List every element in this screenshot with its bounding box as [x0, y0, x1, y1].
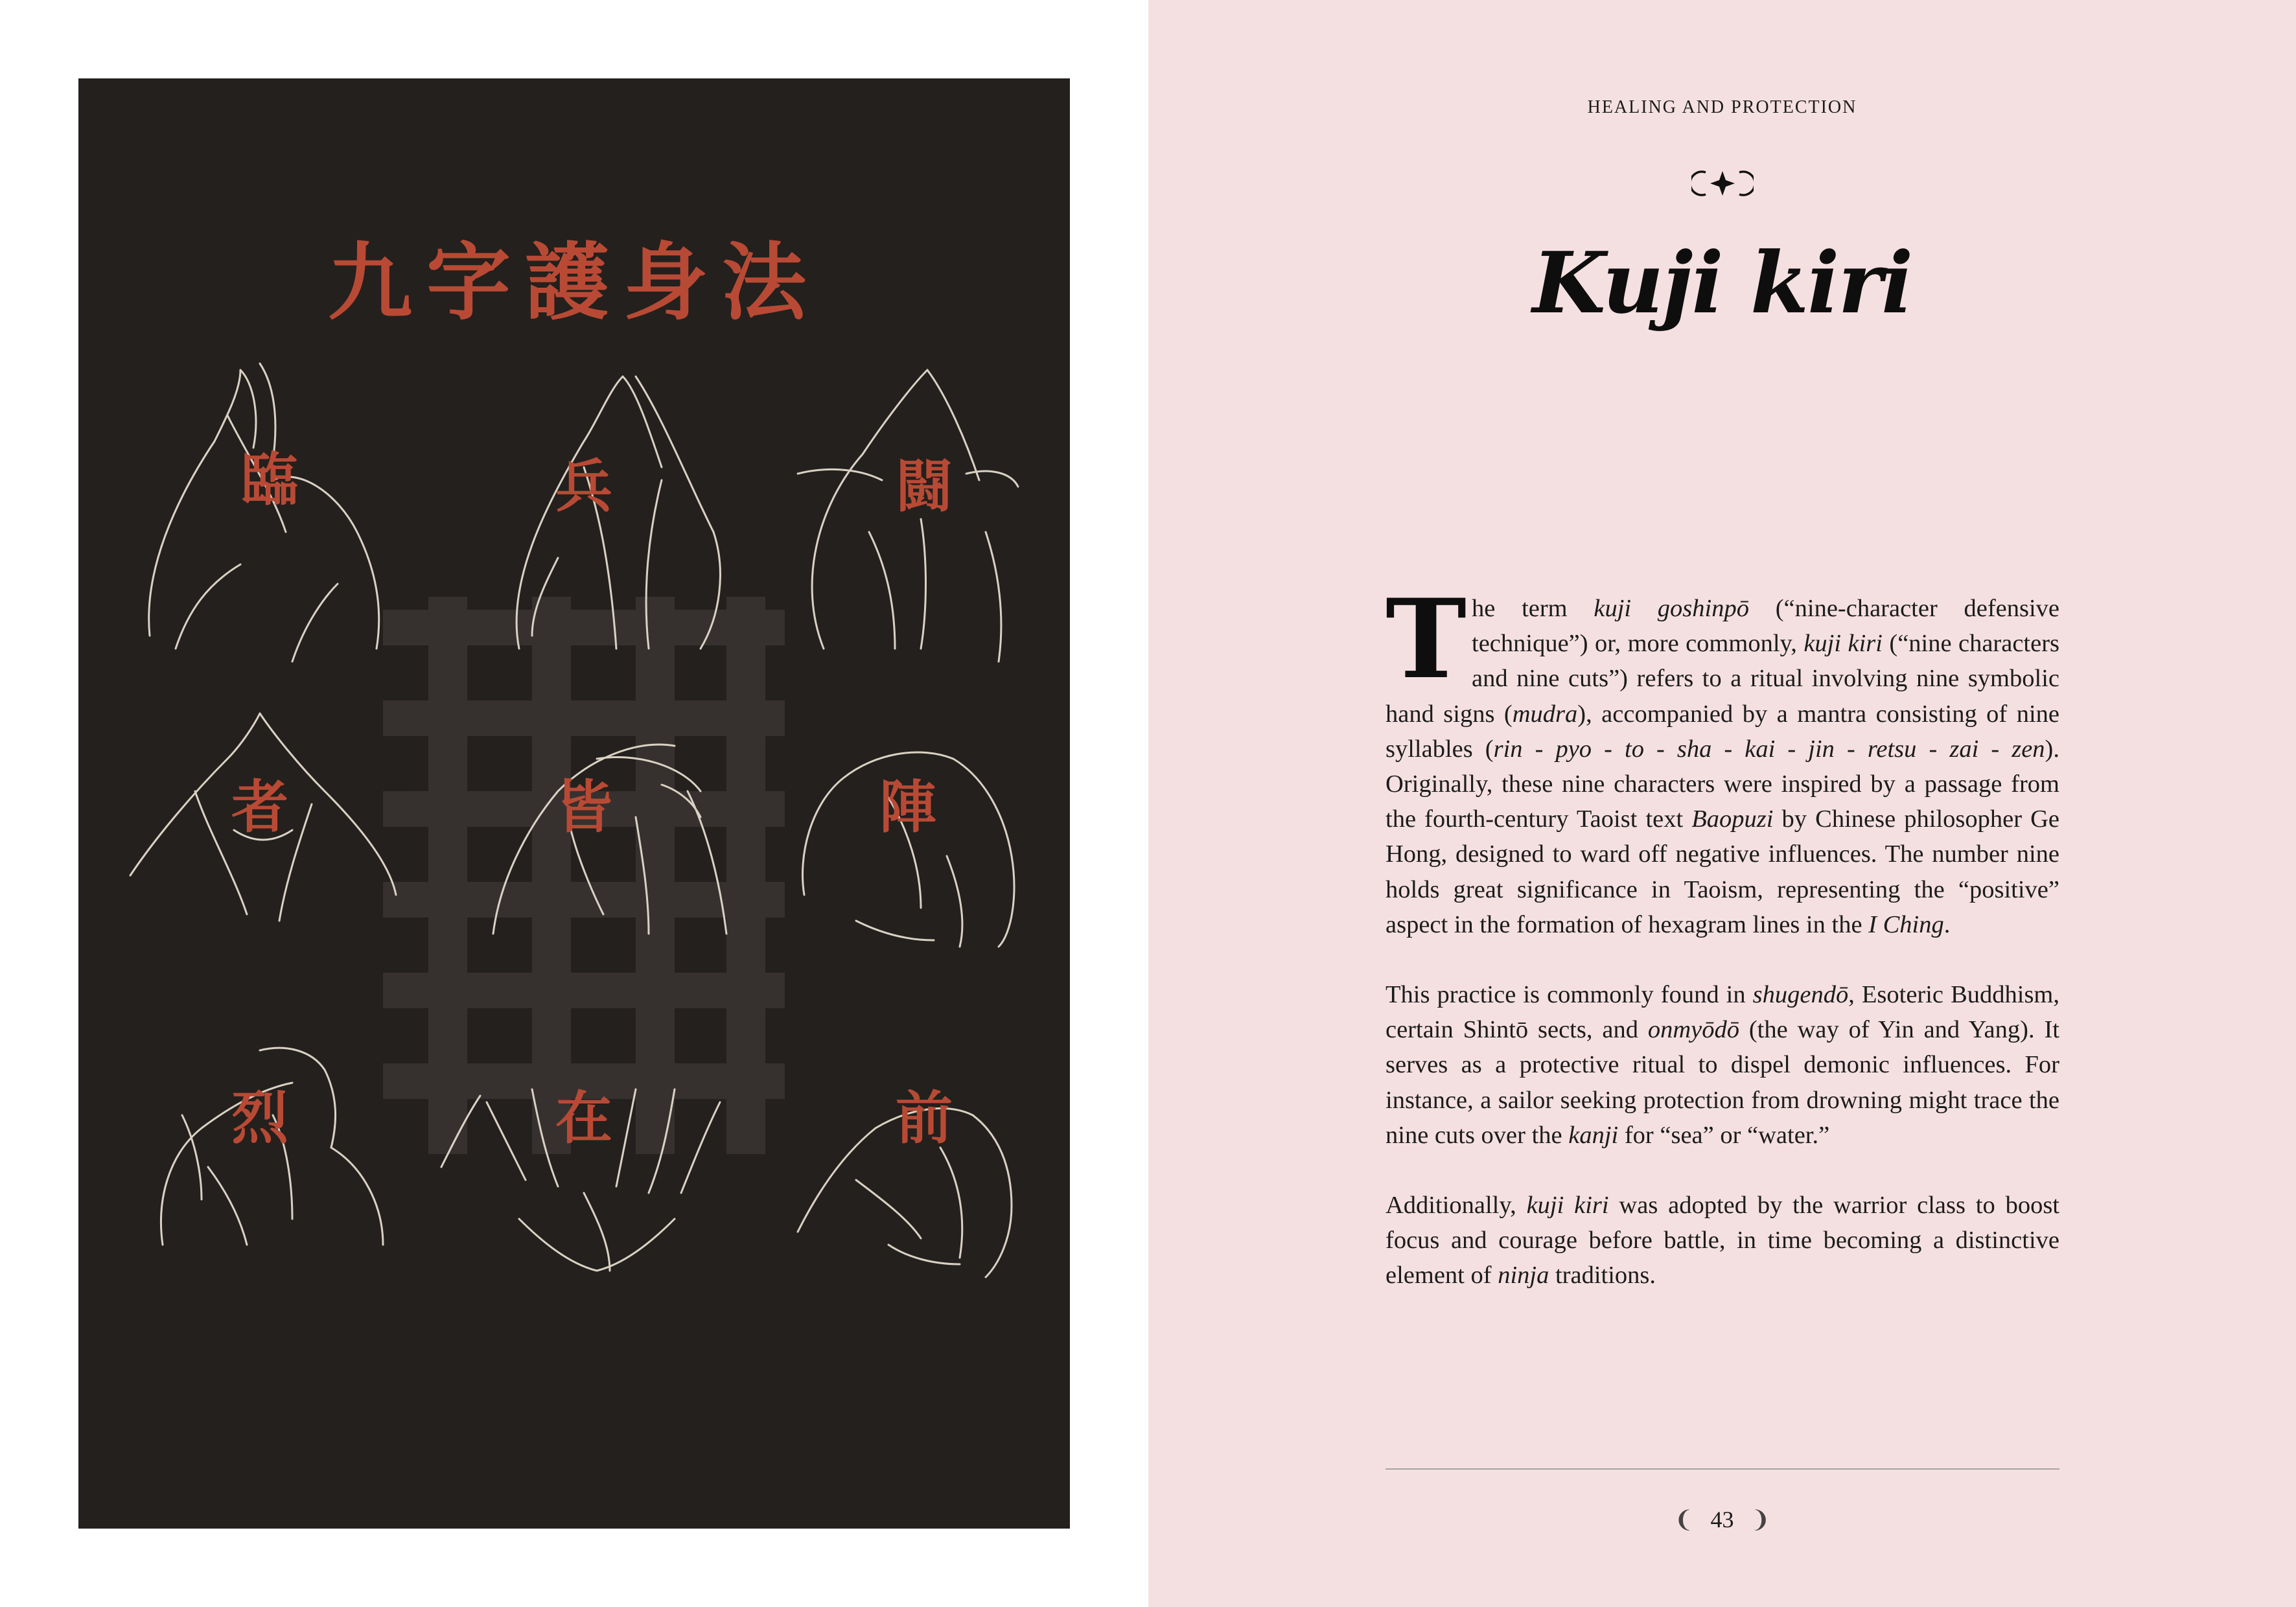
- hand-char-rin: 臨: [240, 446, 298, 513]
- page-number-footer: [1148, 1506, 2296, 1533]
- right-page: [1148, 0, 2296, 1607]
- paragraph-1: The term kuji goshinpō (“nine-character defensive technique”) or, more commonly, kuji kiri (“nine characters and nine cuts”) refers to a ritual involving nine symbolic hand signs (mudra), accompanied by a mantra consisting of nine syllables (rin - pyo - to - sha - kai - jin - retsu - zai - zen). Originally, these nine characters were inspired by a passage from the fourth-century Taoist text Baopuzi by Chinese philosopher Ge Hong, designed to ward off negative influences. The number nine holds great significance in Taoism, representing the “positive” aspect in the formation of hexagram lines in the I Ching.: [1386, 575, 2060, 938]
- chapter-title: Kuji kiri: [1532, 233, 1912, 332]
- running-head: HEALING AND PROTECTION: [1587, 97, 1857, 117]
- hand-char-jin: 陣: [879, 773, 936, 840]
- paragraph-2: This practice is commonly found in shugendō, Esoteric Buddhism, certain Shintō sects, and onmyōdō (the way of Yin and Yang). It serves as a protective ritual to dispel demonic influences. For instance, a sailor seeking protection from drowning might trace the nine cuts over the kanji for “sea” or “water.”: [1386, 981, 2059, 1149]
- illustration-title: 九字護身法: [327, 233, 820, 332]
- hand-char-pyo: 兵: [555, 452, 612, 520]
- kuji-kiri-illustration: [78, 78, 1070, 1529]
- hand-char-kai: 皆: [555, 773, 612, 840]
- drop-cap: T: [1386, 575, 1467, 703]
- paragraph-3: Additionally, kuji kiri was adopted by the warrior class to boost focus and courage before battle, in time becoming a distinctive element of ninja traditions.: [1386, 1192, 2060, 1289]
- hand-char-sha: 者: [231, 773, 288, 840]
- crescent-left-icon: ❨: [1674, 1507, 1694, 1532]
- body-text: [1386, 575, 2060, 1328]
- crescent-right-icon: ❩: [1750, 1507, 1770, 1532]
- hand-char-to: 闘: [895, 452, 953, 520]
- footer-rule: [1386, 1468, 2059, 1470]
- hand-char-retsu: 烈: [231, 1084, 288, 1151]
- star-crescent-icon: [1691, 167, 1754, 200]
- hand-char-zen: 前: [895, 1084, 953, 1151]
- page-number: 43: [1710, 1507, 1734, 1532]
- hand-char-zai: 在: [555, 1084, 612, 1151]
